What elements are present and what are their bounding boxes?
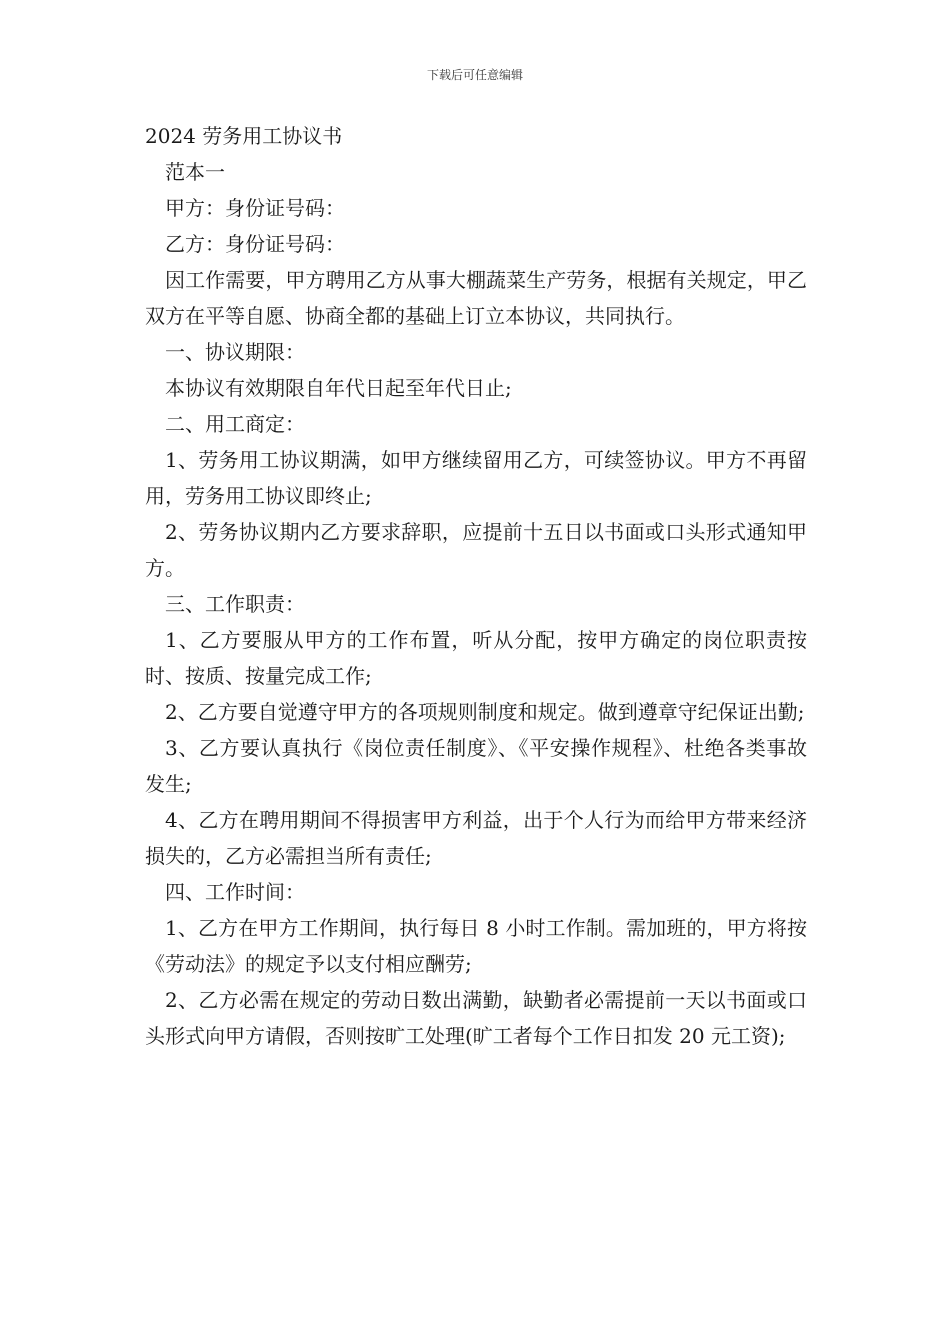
document-body xyxy=(145,118,807,1054)
paragraph-sample-label: 范本一 xyxy=(165,160,225,184)
document-title: 2024 劳务用工协议书 xyxy=(145,124,343,148)
paragraph-term: 本协议有效期限自年代日起至年代日止; xyxy=(165,376,512,400)
paragraph-hours-1: 1、乙方在甲方工作期间，执行每日 8 小时工作制。需加班的，甲方将按《劳动法》的规定予以支付相应酬劳; xyxy=(145,916,807,976)
paragraph-employment-2: 2、劳务协议期内乙方要求辞职，应提前十五日以书面或口头形式通知甲方。 xyxy=(145,520,807,580)
section-heading-term: 一、协议期限： xyxy=(165,340,305,364)
paragraph-party-b: 乙方：身份证号码： xyxy=(165,232,345,256)
paragraph-duties-2: 2、乙方要自觉遵守甲方的各项规则制度和规定。做到遵章守纪保证出勤; xyxy=(165,700,805,724)
paragraph-employment-1: 1、劳务用工协议期满，如甲方继续留用乙方，可续签协议。甲方不再留用，劳务用工协议即终止; xyxy=(145,448,807,508)
paragraph-duties-3: 3、乙方要认真执行《岗位责任制度》、《平安操作规程》、杜绝各类事故发生; xyxy=(145,736,807,796)
paragraph-duties-4: 4、乙方在聘用期间不得损害甲方利益，出于个人行为而给甲方带来经济损失的，乙方必需担当所有责任; xyxy=(145,808,807,868)
section-heading-duties: 三、工作职责： xyxy=(165,592,305,616)
section-heading-hours: 四、工作时间： xyxy=(165,880,305,904)
page-header: 下载后可任意编辑 xyxy=(426,68,523,82)
paragraph-preamble: 因工作需要，甲方聘用乙方从事大棚蔬菜生产劳务，根据有关规定，甲乙双方在平等自愿、协商全都的基础上订立本协议，共同执行。 xyxy=(145,268,807,328)
paragraph-duties-1: 1、乙方要服从甲方的工作布置，听从分配，按甲方确定的岗位职责按时、按质、按量完成工作; xyxy=(145,628,807,688)
paragraph-party-a: 甲方：身份证号码： xyxy=(165,196,345,220)
paragraph-hours-2: 2、乙方必需在规定的劳动日数出满勤，缺勤者必需提前一天以书面或口头形式向甲方请假，否则按旷工处理(旷工者每个工作日扣发 20 元工资); xyxy=(145,988,807,1048)
section-heading-employment: 二、用工商定： xyxy=(165,412,305,436)
